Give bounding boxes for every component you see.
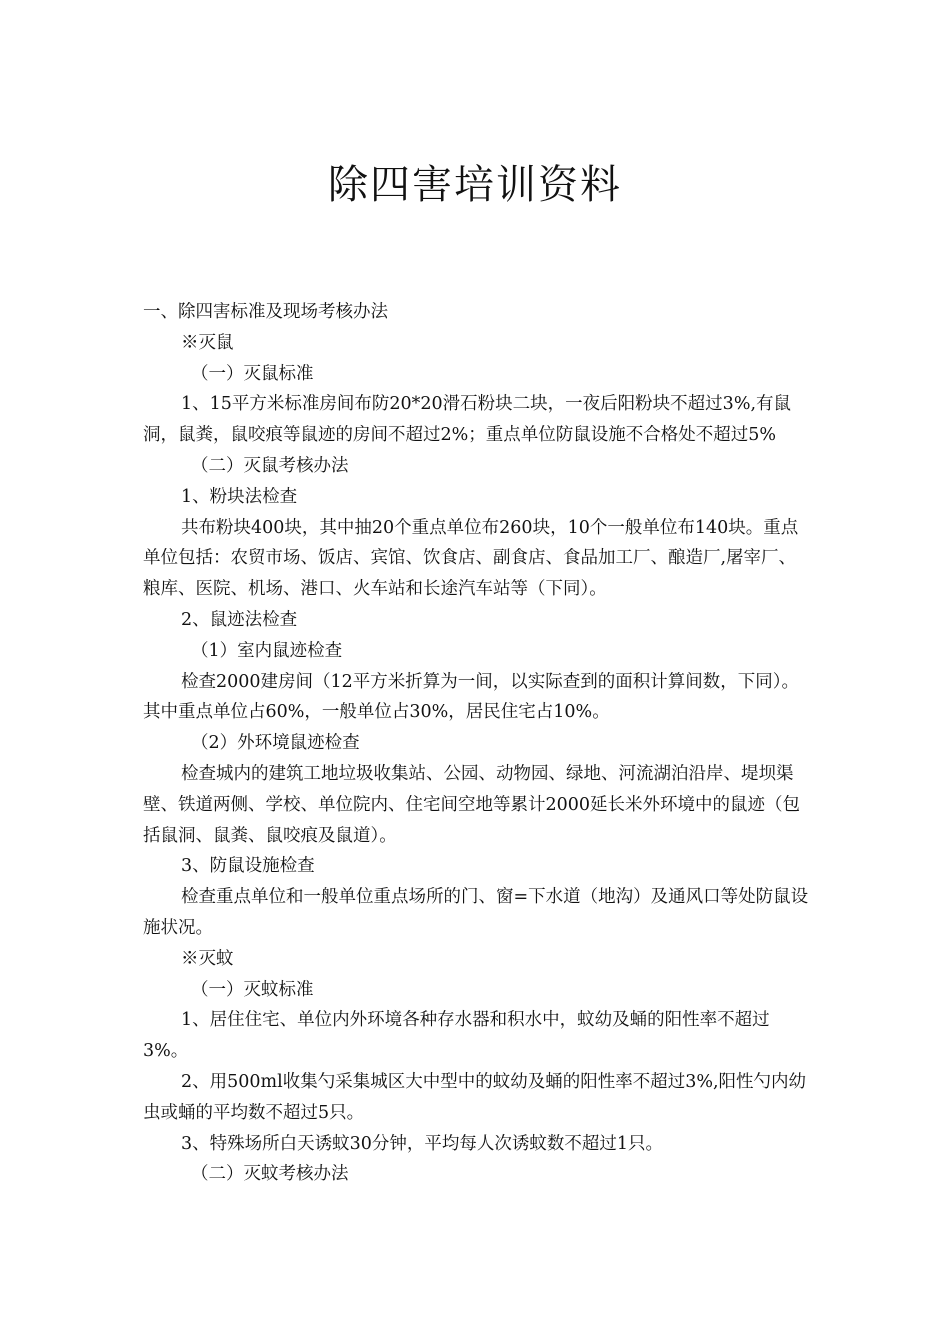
item-heading: 1、粉块法检查 [181, 486, 298, 507]
subsection-heading-rat: ※灭鼠 [181, 332, 234, 353]
subheading: （二）灭鼠考核办法 [191, 455, 349, 476]
subheading: （一）灭鼠标准 [191, 363, 314, 384]
item-heading: 2、鼠迹法检查 [181, 609, 298, 630]
paragraph: 检查城内的建筑工地垃圾收集站、公园、动物园、绿地、河流湖泊沿岸、堤坝渠壁、铁道两侧、学校、单位院内、住宅间空地等累计2000延长米外环境中的鼠迹（包括鼠洞、鼠粪、鼠咬痕及鼠道）。 [143, 763, 801, 846]
subheading: （二）灭蚊考核办法 [191, 1164, 349, 1185]
paragraph: 3、特殊场所白天诱蚊30分钟，平均每人次诱蚊数不超过1只。 [181, 1133, 664, 1154]
paragraph: 检查2000建房间（12平方米折算为一间，以实际查到的面积计算间数，下同）。其中重点单位占60%，一般单位占30%，居民住宅占10%。 [143, 671, 800, 723]
paragraph: 1、居住住宅、单位内外环境各种存水器和积水中，蚊幼及蛹的阳性率不超过3%。 [143, 1010, 770, 1062]
document-body [143, 297, 811, 1190]
paragraph: 检查重点单位和一般单位重点场所的门、窗=下水道（地沟）及通风口等处防鼠设施状况。 [143, 887, 809, 938]
subheading: （一）灭蚊标准 [191, 979, 314, 1000]
section-heading: 一、除四害标准及现场考核办法 [143, 302, 388, 322]
document-title: 除四害培训资料 [328, 162, 622, 208]
subsection-heading-mosquito: ※灭蚊 [181, 948, 234, 969]
item-heading: 3、防鼠设施检查 [181, 856, 315, 877]
subheading: （1）室内鼠迹检查 [191, 640, 343, 661]
paragraph: 1、15平方米标准房间布防20*20滑石粉块二块，一夜后阳粉块不超过3%,有鼠洞，鼠粪，鼠咬痕等鼠迹的房间不超过2%；重点单位防鼠设施不合格处不超过5% [143, 394, 792, 446]
paragraph: 共布粉块400块，其中抽20个重点单位布260块，10个一般单位布140块。重点单位包括：农贸市场、饭店、宾馆、饮食店、副食店、食品加工厂、酿造厂,屠宰厂、粮库、医院、机场、港口、火车站和长途汽车站等（下同）。 [143, 517, 799, 600]
paragraph: 2、用500ml收集勺采集城区大中型中的蚊幼及蛹的阳性率不超过3%,阳性勺内幼虫或蛹的平均数不超过5只。 [143, 1071, 807, 1123]
subheading: （2）外环境鼠迹检查 [191, 733, 360, 754]
